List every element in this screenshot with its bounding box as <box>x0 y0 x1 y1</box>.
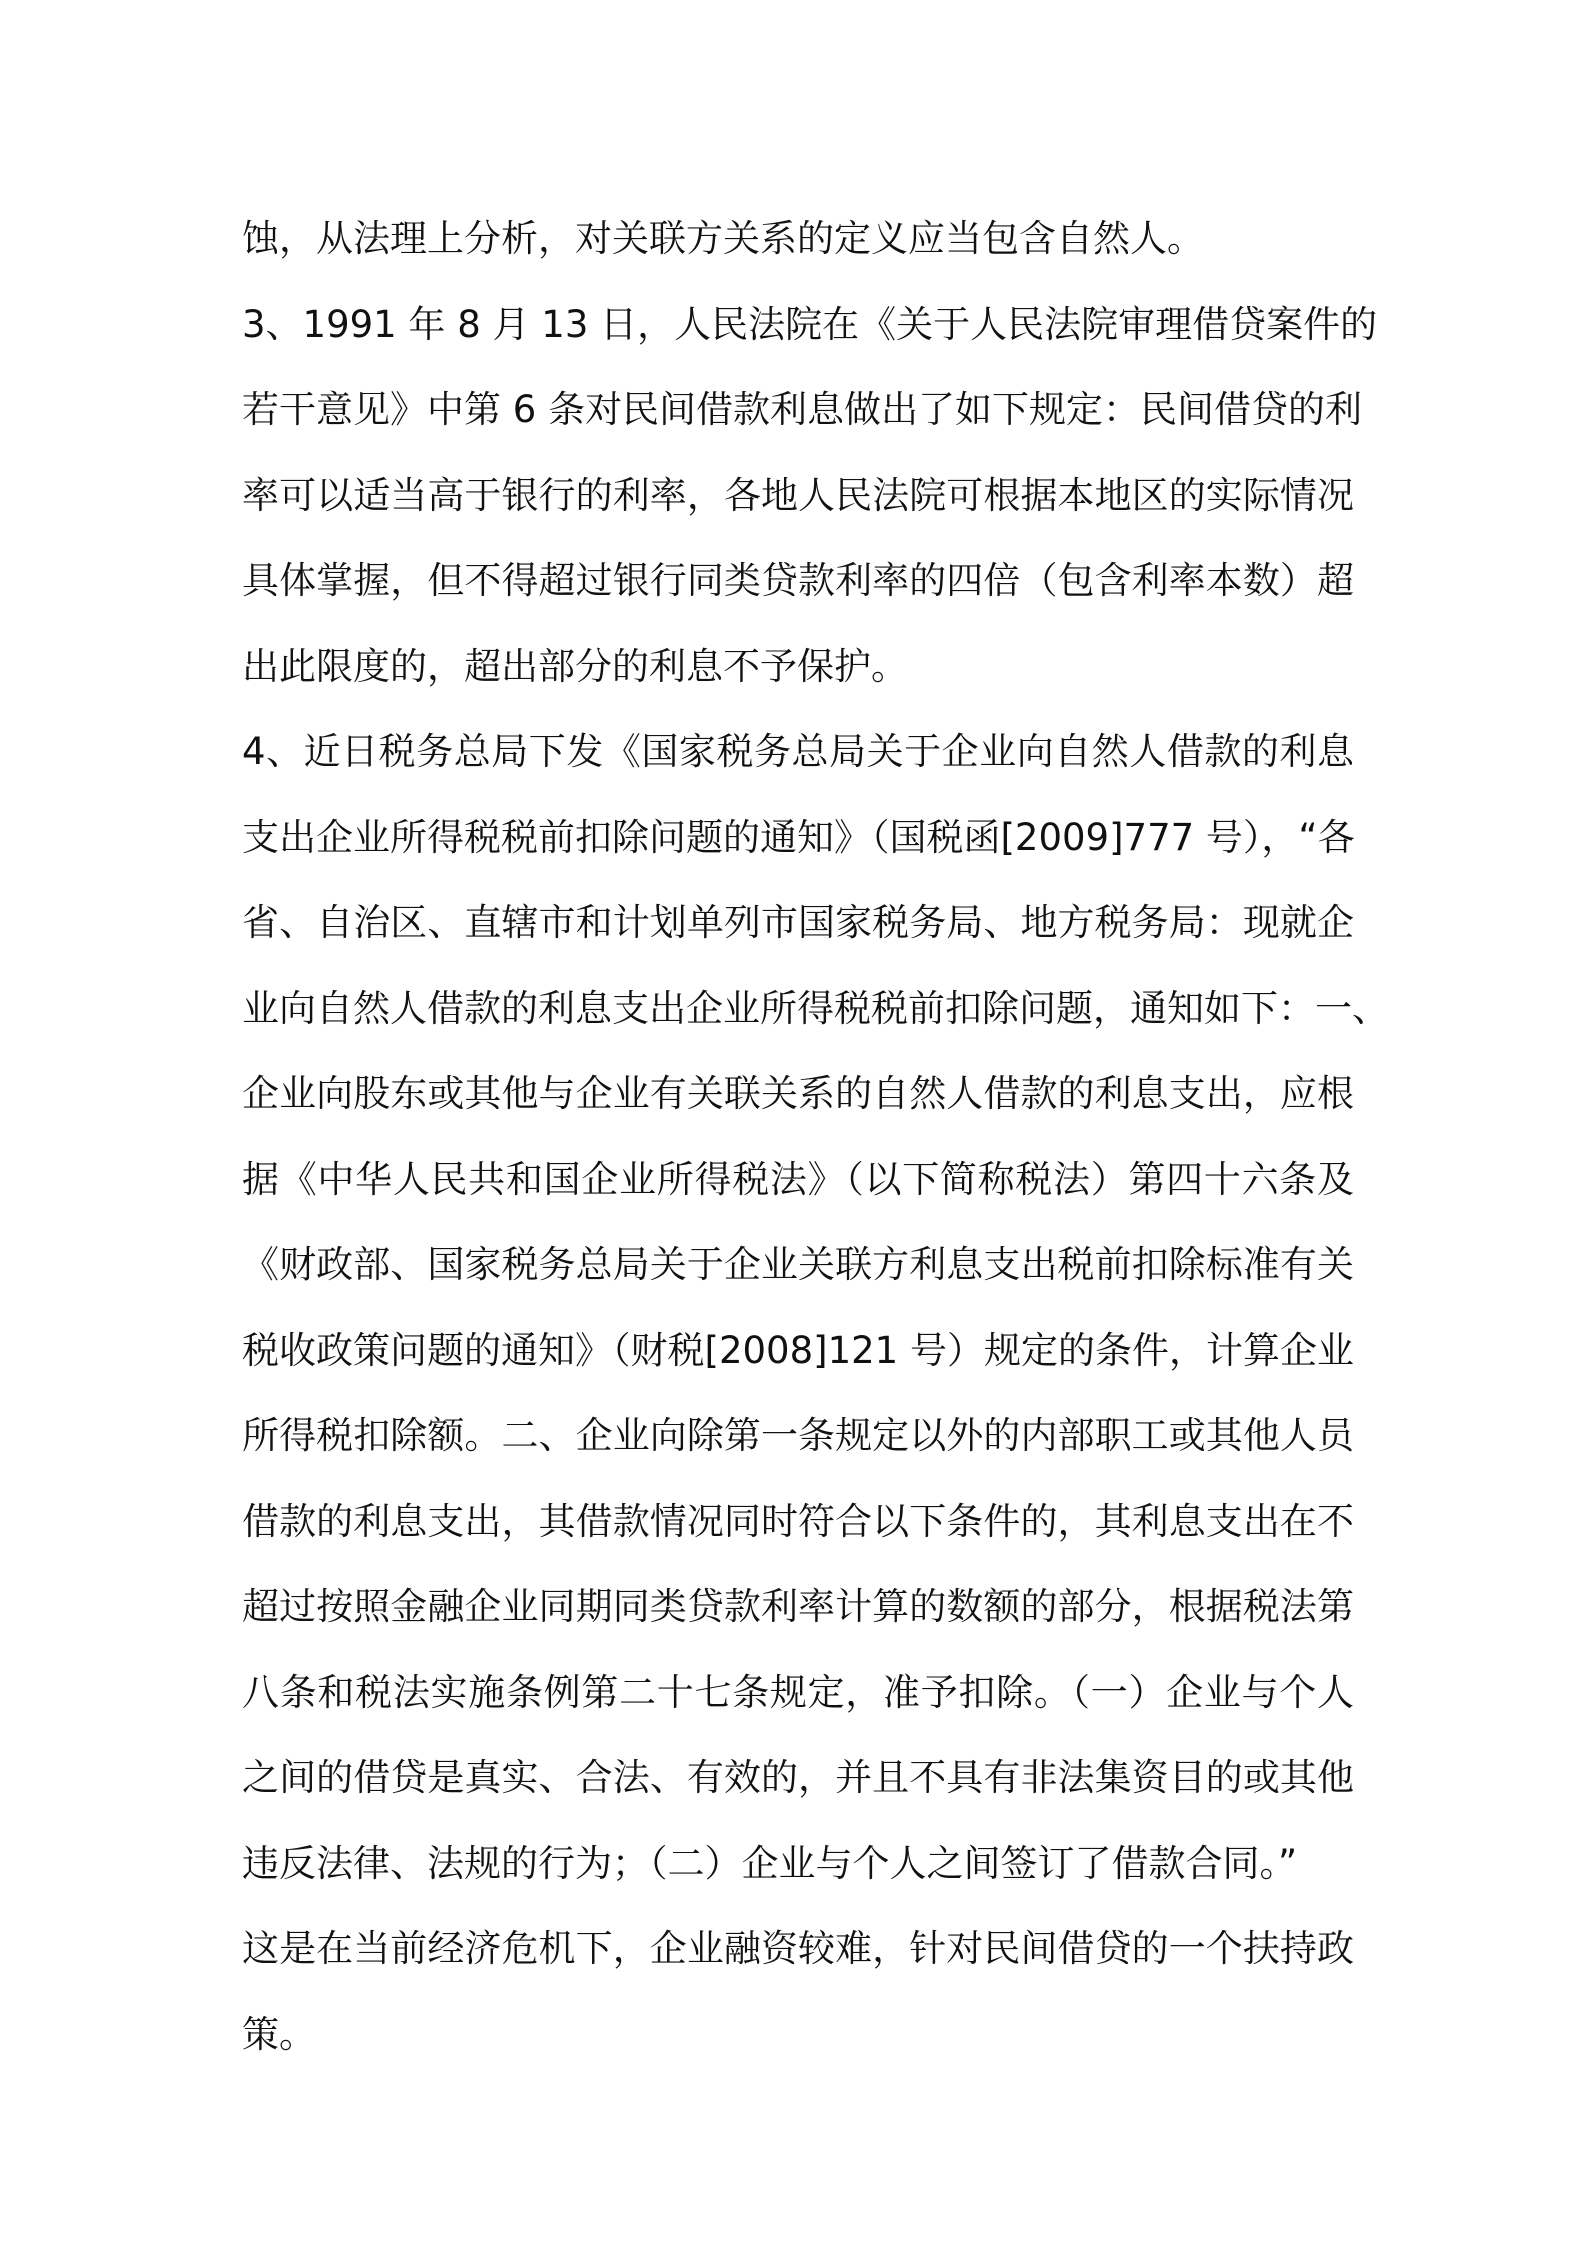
text-line: 税收政策问题的通知》（财税[2008]121 号）规定的条件，计算企业 <box>242 1328 1354 1372</box>
text-line: 出此限度的，超出部分的利息不予保护。 <box>242 644 908 688</box>
text-line: 具体掌握，但不得超过银行同类贷款利率的四倍（包含利率本数）超 <box>242 559 1354 602</box>
text-line: 率可以适当高于银行的利率，各地人民法院可根据本地区的实际情况 <box>242 473 1354 517</box>
text-line: 所得税扣除额。二、企业向除第一条规定以外的内部职工或其他人员 <box>242 1414 1354 1457</box>
text-line: 这是在当前经济危机下，企业融资较难，针对民间借贷的一个扶持政 <box>242 1927 1354 1970</box>
text-line: 3、1991 年 8 月 13 日，人民法院在《关于人民法院审理借贷案件的 <box>242 302 1378 346</box>
text-line: 之间的借贷是真实、合法、有效的，并且不具有非法集资目的或其他 <box>242 1756 1354 1799</box>
text-line: 若干意见》中第 6 条对民间借款利息做出了如下规定：民间借贷的利 <box>242 388 1363 431</box>
text-line: 企业向股东或其他与企业有关联关系的自然人借款的利息支出，应根 <box>242 1072 1354 1115</box>
document-body <box>242 196 1389 2077</box>
text-line: 蚀，从法理上分析，对关联方关系的定义应当包含自然人。 <box>242 217 1204 260</box>
text-line: 4、近日税务总局下发《国家税务总局关于企业向自然人借款的利息 <box>242 730 1354 773</box>
text-line: 超过按照金融企业同期同类贷款利率计算的数额的部分，根据税法第 <box>242 1585 1354 1628</box>
text-line: 业向自然人借款的利息支出企业所得税税前扣除问题，通知如下：一、 <box>242 986 1389 1030</box>
text-line: 八条和税法实施条例第二十七条规定，准予扣除。（一）企业与个人 <box>242 1670 1354 1714</box>
text-line: 借款的利息支出，其借款情况同时符合以下条件的，其利息支出在不 <box>242 1499 1354 1543</box>
text-line: 省、自治区、直辖市和计划单列市国家税务局、地方税务局：现就企 <box>242 901 1354 944</box>
text-line: 《财政部、国家税务总局关于企业关联方利息支出税前扣除标准有关 <box>242 1243 1354 1286</box>
text-line: 策。 <box>242 2012 316 2056</box>
text-line: 违反法律、法规的行为；（二）企业与个人之间签订了借款合同。” <box>242 1841 1298 1885</box>
text-line: 据《中华人民共和国企业所得税法》（以下简称税法）第四十六条及 <box>242 1157 1354 1201</box>
text-line: 支出企业所得税税前扣除问题的通知》（国税函[2009]777 号），“各 <box>242 815 1355 859</box>
